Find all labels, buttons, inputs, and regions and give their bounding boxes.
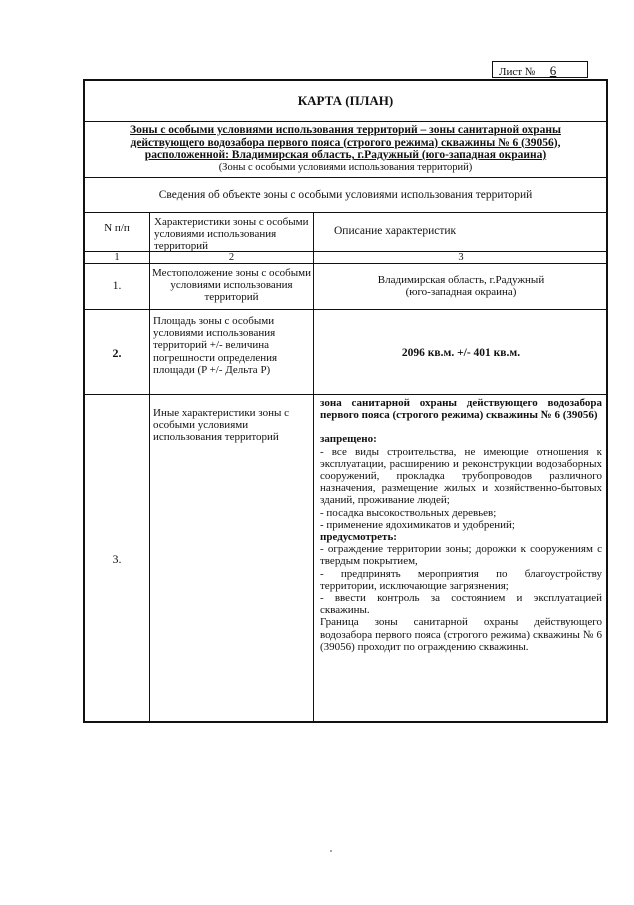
- row-description: 2096 кв.м. +/- 401 кв.м.: [401, 347, 521, 359]
- column-divider: [149, 212, 150, 721]
- row-num: 2.: [112, 346, 122, 360]
- scan-speck: [330, 850, 332, 852]
- info-title: Сведения об объекте зоны с особыми условиями использования территорий: [158, 189, 533, 201]
- zone-heading-line: Зоны с особыми условиями использования территорий – зоны санитарной охраны: [130, 124, 561, 136]
- page-title: КАРТА (ПЛАН): [297, 93, 394, 108]
- table-row: [85, 395, 606, 723]
- description-line: Владимирская область, г.Радужный: [377, 274, 545, 286]
- col-number: 1: [114, 252, 120, 263]
- row-num: 3.: [112, 552, 122, 566]
- provide-label: предусмотреть:: [320, 531, 397, 544]
- zone-heading-line: расположенной: Владимирская область, г.Радужный (юго-западная окраина): [144, 149, 547, 161]
- provide-item: - предпринять мероприятия по благоустройству территории, исключающие загрязнения;: [320, 567, 602, 592]
- table-row: [85, 264, 606, 308]
- zone-heading: [85, 122, 606, 177]
- provide-item: - ограждение территории зоны; дорожки к сооружениям с твердым покрытием,: [320, 543, 602, 568]
- row-num: 1.: [112, 280, 122, 292]
- description-line: (юго-западная окраина): [405, 286, 517, 299]
- row-characteristic: Площадь зоны с особыми условиями использования территорий +/- величина погрешности определения площади (P +/- Дельта P): [153, 315, 278, 376]
- zone-heading-subtitle: (Зоны с особыми условиями использования территорий): [218, 161, 473, 173]
- sheet-number-box: [492, 61, 588, 78]
- sheet-number: 6: [549, 63, 557, 78]
- column-number-row: [85, 252, 606, 263]
- table-row: [85, 310, 606, 396]
- prohibited-item: - применение ядохимикатов и удобрений;: [320, 518, 515, 531]
- col-number: 2: [228, 252, 235, 263]
- document-frame: [83, 79, 608, 723]
- header-description: Описание характеристик: [334, 225, 457, 237]
- header-characteristic: Характеристики зоны с особыми условиями использования территорий: [154, 216, 309, 253]
- provide-item: - ввести контроль за состоянием и эксплуатацией скважины.: [320, 592, 602, 617]
- prohibited-item: - посадка высокоствольных деревьев;: [320, 506, 497, 519]
- sheet-label: Лист №: [499, 66, 536, 78]
- col-number: 3: [458, 252, 464, 263]
- zone-heading-line: действующего водозабора первого пояса (строгого режима) скважины № 6 (39056),: [130, 136, 561, 149]
- prohibited-item: - все виды строительства, не имеющие отношения к эксплуатации, расширению и реконструкции водозаборных сооружений, прокладка трубопроводов различного назначения, размещение жилых и хозяйственно-бытовых зданий, проживание людей;: [320, 445, 602, 507]
- row-description: [314, 264, 608, 298]
- boundary-text: Граница зоны санитарной охраны действующего водозабора первого пояса (строгого режима) скважины № 6 (39056) проходит по ограждению скважины.: [320, 616, 602, 653]
- column-divider: [313, 212, 314, 721]
- row-description: [314, 395, 608, 653]
- row-characteristic: Местоположение зоны с особыми условиями использования территорий: [152, 267, 311, 304]
- table-header-row: [85, 213, 606, 251]
- row-characteristic: Иные характеристики зоны с особыми условиями использования территорий: [153, 407, 289, 444]
- header-num: N п/п: [104, 222, 130, 234]
- prohibited-label: запрещено:: [320, 433, 377, 446]
- description-intro: зона санитарной охраны действующего водозабора первого пояса (строгого режима) скважины № 6 (39056): [320, 397, 602, 422]
